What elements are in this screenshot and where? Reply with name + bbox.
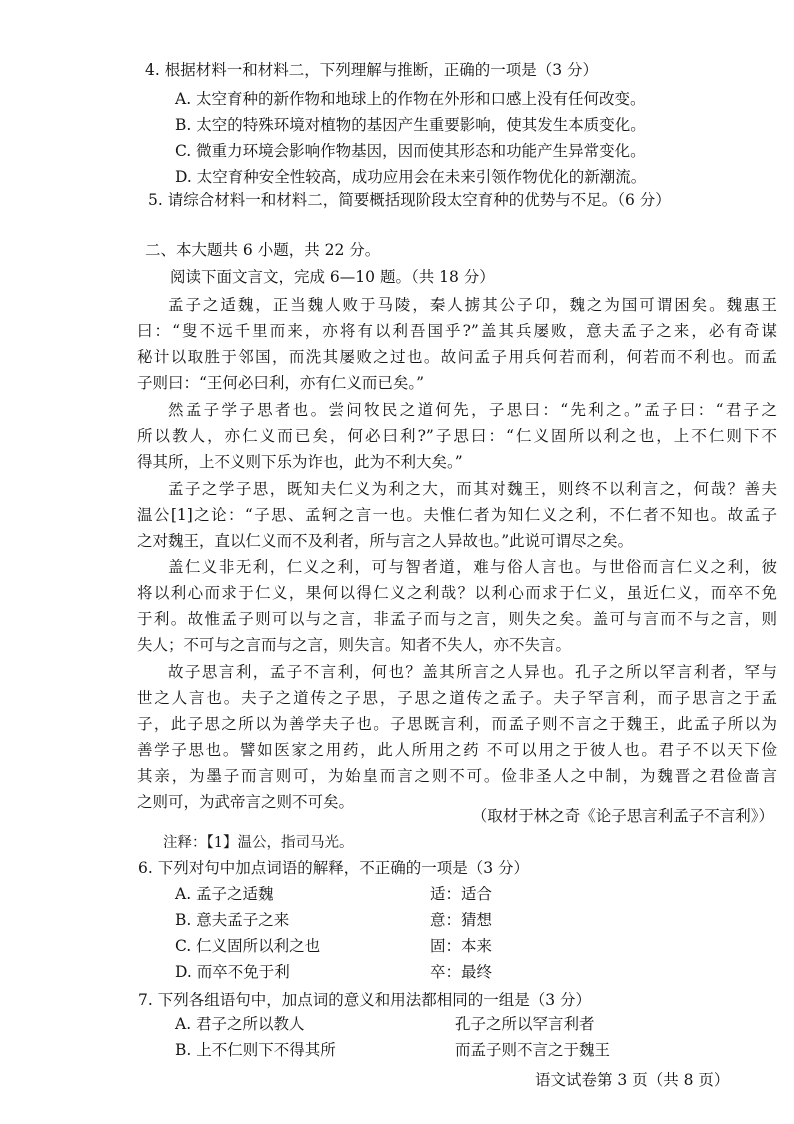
option-a: A. 君子之所以教人 (175, 1015, 305, 1033)
option-a: A. 孟子之适魏 (175, 885, 274, 903)
passage-line: 于利。故惟孟子则可以与之言，非孟子而与之言，则失之矣。盖可与言而不与之言，则 (137, 610, 777, 628)
source-citation: （取材于林之奇《论子思言利孟子不言利》） (471, 807, 774, 825)
option-a: A. 太空育种的新作物和地球上的作物在外形和口感上没有任何改变。 (175, 90, 646, 108)
option-b: B. 太空的特殊环境对植物的基因产生重要影响，使其发生本质变化。 (175, 116, 646, 134)
passage-line: 温公[1]之论：“子思、孟轲之言一也。夫惟仁者为知仁义之利，不仁者不知也。故孟子 (137, 506, 777, 524)
question-text: 根据材料一和材料二，下列理解与推断，正确的一项是（3 分） (164, 61, 599, 79)
option-b: B. 意夫孟子之来 (175, 911, 290, 929)
passage-line: 子，此子思之所以为善学夫子也。子思既言利，而孟子则不言之于魏王，此孟子所以为 (137, 715, 777, 733)
passage-line: 之则可，为武帝言之则不可矣。 (137, 793, 355, 811)
section-heading: 二、本大题共 6 小题，共 22 分。 (145, 241, 381, 259)
option-d-gloss: 卒：最终 (430, 963, 493, 981)
option-d: D. 太空育种安全性较高，成功应用会在未来引领作物优化的新潮流。 (175, 168, 647, 186)
option-c: C. 微重力环境会影响作物基因，因而使其形态和功能产生异常变化。 (175, 142, 646, 160)
footnote: 注释：【1】温公，指司马光。 (163, 835, 354, 851)
passage-line: 所以教人，亦仁义而已矣，何必曰利?”子思曰：“仁义固所以利之也，上不仁则下不 (137, 427, 777, 445)
question-5: 5. 请综合材料一和材料二，简要概括现阶段太空育种的优势与不足。（6 分） (148, 191, 671, 209)
passage-line: 孟子之学子思，既知夫仁义为利之大，而其对魏王，则终不以利言之，何哉？善夫 (168, 480, 777, 498)
passage-line: 故子思言利，孟子不言利，何也？盖其所言之人异也。孔子之所以罕言利者，罕与 (168, 663, 777, 681)
passage-line: 孟子之适魏，正当魏人败于马陵，秦人掳其公子卬，魏之为国可谓困矣。魏惠王 (168, 296, 777, 314)
passage-line: 世之人言也。夫子之道传之子思，子思之道传之孟子。夫子罕言利，而子思言之于孟 (137, 689, 777, 707)
option-b-compare: 而孟子则不言之于魏王 (455, 1041, 611, 1059)
passage-line: 然孟子学子思者也。尝问牧民之道何先，子思曰：“先利之。”孟子曰：“君子之 (168, 401, 777, 419)
option-a-compare: 孔子之所以罕言利者 (455, 1015, 595, 1033)
option-b-gloss: 意：猜想 (430, 911, 493, 929)
question-number: 4. (145, 61, 165, 79)
passage-line: 曰：“叟不远千里而来，亦将有以利吾国乎?”盖其兵屡败，意夫孟子之来，必有奇谋 (137, 322, 777, 340)
question-6-stem: 6. 下列对句中加点词语的解释，不正确的一项是（3 分） (138, 859, 530, 877)
passage-line: 之对魏王，直以仁义而不及利者，所与言之人异故也。”此说可谓尽之矣。 (137, 532, 634, 550)
passage-line: 子则曰：“王何必曰利，亦有仁义而已矣。” (137, 374, 425, 392)
option-a-gloss: 适：适合 (430, 885, 493, 903)
question-4-stem (145, 60, 598, 80)
passage-line: 其亲，为墨子而言则可，为始皇而言之则不可。俭非圣人之中制，为魏晋之君俭啬言 (137, 767, 777, 785)
passage-line: 失人；不可与之言而与之言，则失言。知者不失人，亦不失言。 (137, 636, 572, 654)
option-b: B. 上不仁则下不得其所 (175, 1041, 336, 1059)
passage-line: 善学子思也。譬如医家之用药，此人所用之药 不可以用之于彼人也。君子不以天下俭 (137, 741, 777, 759)
question-7-stem: 7. 下列各组语句中，加点词的意义和用法都相同的一组是（3 分） (138, 991, 592, 1009)
passage-line: 盖仁义非无利，仁义之利，可与智者道，难与俗人言也。与世俗而言仁义之利，彼 (168, 558, 777, 576)
passage-line: 将以利心而求于仁义，果何以得仁义之利哉？以利心而求于仁义，虽近仁义，而卒不免 (137, 584, 777, 602)
option-d: D. 而卒不免于利 (175, 963, 290, 981)
page-footer: 语文试卷第 3 页（共 8 页） (535, 1071, 730, 1089)
passage-line: 秘计以取胜于邻国，而洗其屡败之过也。故问孟子用兵何若而利，何若而不利也。而孟 (137, 348, 777, 366)
section-instruction: 阅读下面文言文，完成 6—10 题。（共 18 分） (170, 268, 495, 286)
option-c-gloss: 固：本来 (430, 937, 493, 955)
option-c: C. 仁义固所以利之也 (175, 937, 321, 955)
passage-line: 得其所，上不义则下乐为诈也，此为不利大矣。” (137, 453, 463, 471)
